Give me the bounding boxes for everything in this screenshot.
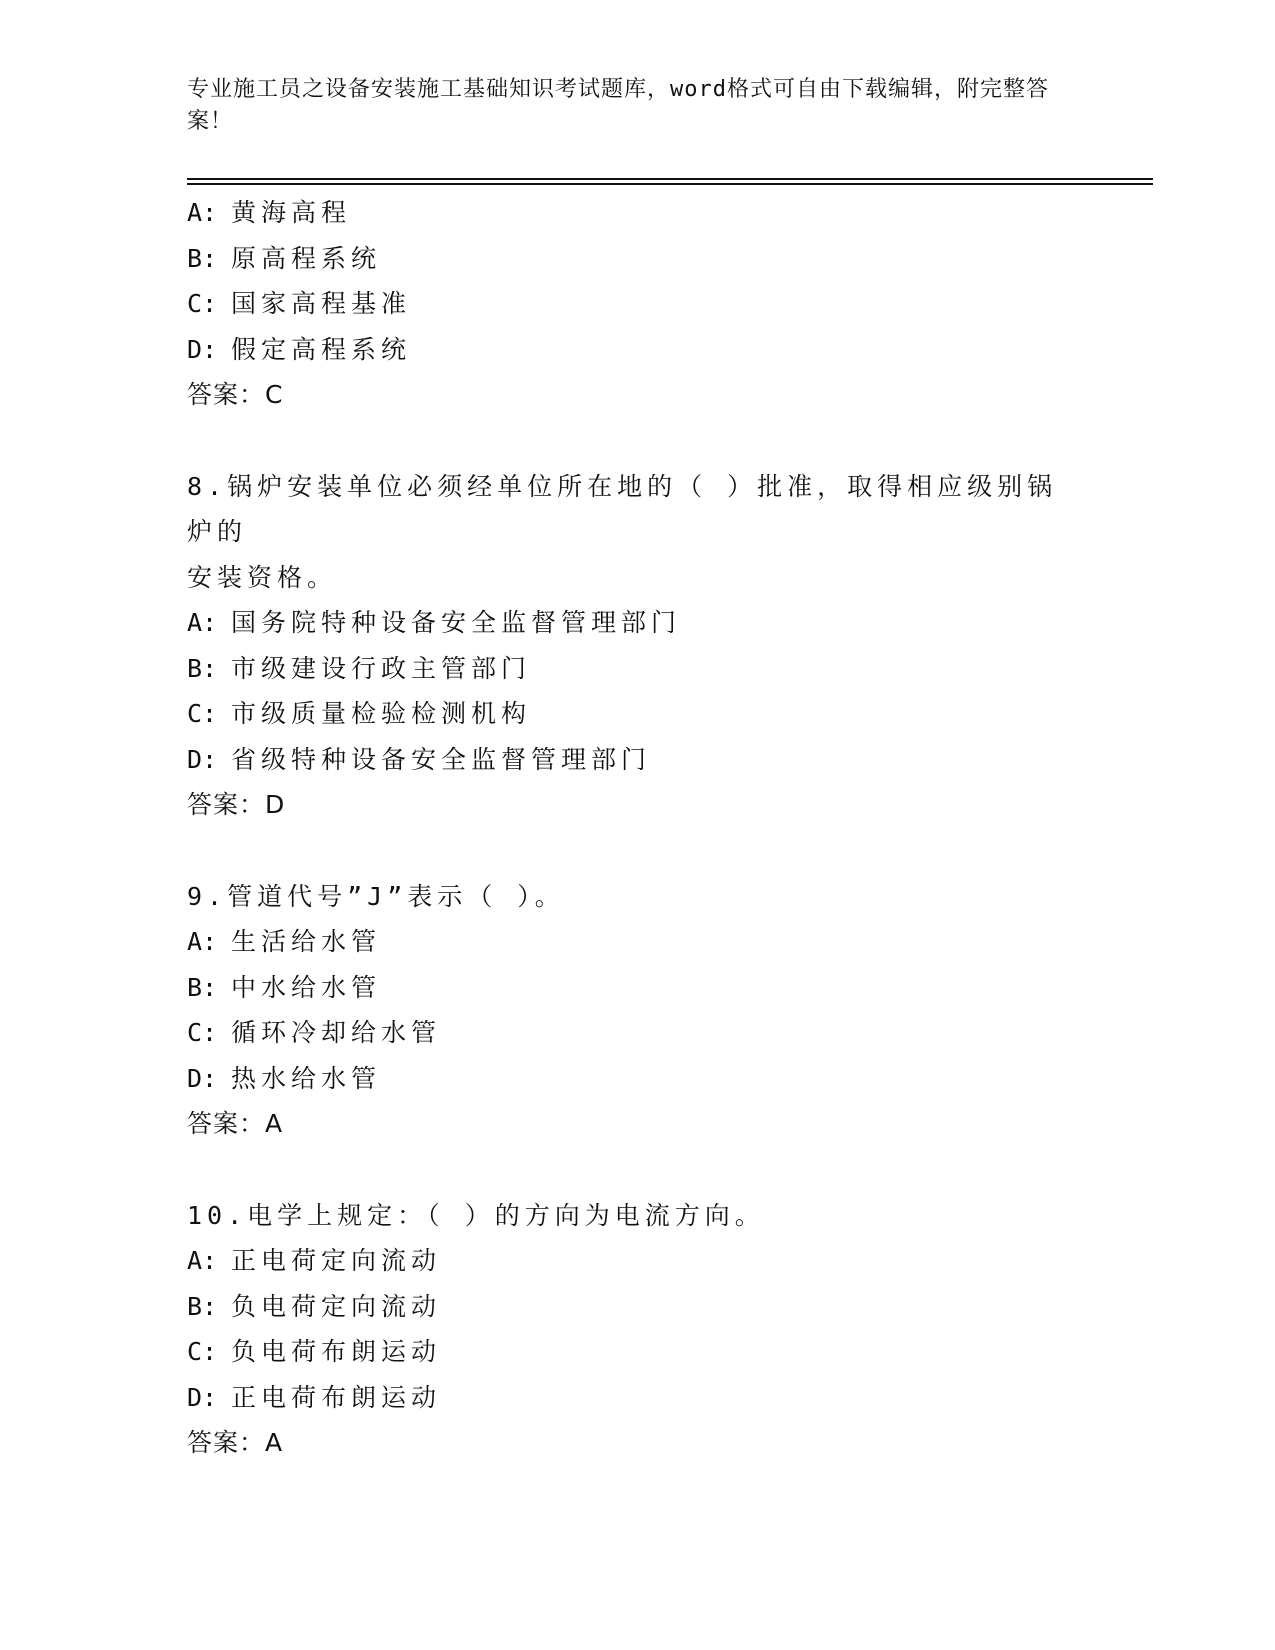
option-a: A: 生活给水管 — [187, 927, 382, 956]
option-d: D: 热水给水管 — [187, 1063, 382, 1093]
answer: 答案：C — [187, 380, 284, 409]
question-9 — [187, 874, 1087, 1147]
option-d: D: 假定高程系统 — [187, 334, 412, 364]
option-b: B: 中水给水管 — [187, 972, 382, 1002]
question-title: 8.锅炉安装单位必须经单位所在地的（ ）批准，取得相应级别锅炉的 — [187, 471, 1058, 546]
answer: 答案：D — [187, 790, 286, 819]
question-list — [187, 190, 1087, 1466]
document-header: 专业施工员之设备安装施工基础知识考试题库，word格式可自由下载编辑，附完整答案！ — [187, 77, 1049, 134]
option-b: B: 市级建设行政主管部门 — [187, 653, 532, 683]
question-10 — [187, 1193, 1087, 1466]
answer: 答案：A — [187, 1109, 284, 1138]
option-a: A: 国务院特种设备安全监督管理部门 — [187, 608, 682, 637]
option-b: B: 原高程系统 — [187, 243, 382, 273]
option-b: B: 负电荷定向流动 — [187, 1291, 442, 1321]
header-divider-top — [187, 178, 1153, 180]
option-c: C: 负电荷布朗运动 — [187, 1337, 442, 1366]
option-d: D: 省级特种设备安全监督管理部门 — [187, 744, 652, 774]
question-title: 10.电学上规定：（ ）的方向为电流方向。 — [187, 1200, 765, 1230]
option-c: C: 市级质量检验检测机构 — [187, 699, 532, 728]
option-d: D: 正电荷布朗运动 — [187, 1382, 442, 1412]
header-divider-bottom — [187, 183, 1153, 185]
question-8 — [187, 464, 1087, 828]
question-fragment — [187, 190, 1087, 418]
option-a: A: 正电荷定向流动 — [187, 1246, 442, 1275]
question-title: 9.管道代号”J”表示（ ）。 — [187, 881, 565, 911]
question-title-continued: 安装资格。 — [187, 562, 338, 592]
option-c: C: 国家高程基准 — [187, 289, 412, 318]
option-a: A: 黄海高程 — [187, 198, 352, 227]
answer: 答案：A — [187, 1428, 284, 1457]
option-c: C: 循环冷却给水管 — [187, 1018, 442, 1047]
